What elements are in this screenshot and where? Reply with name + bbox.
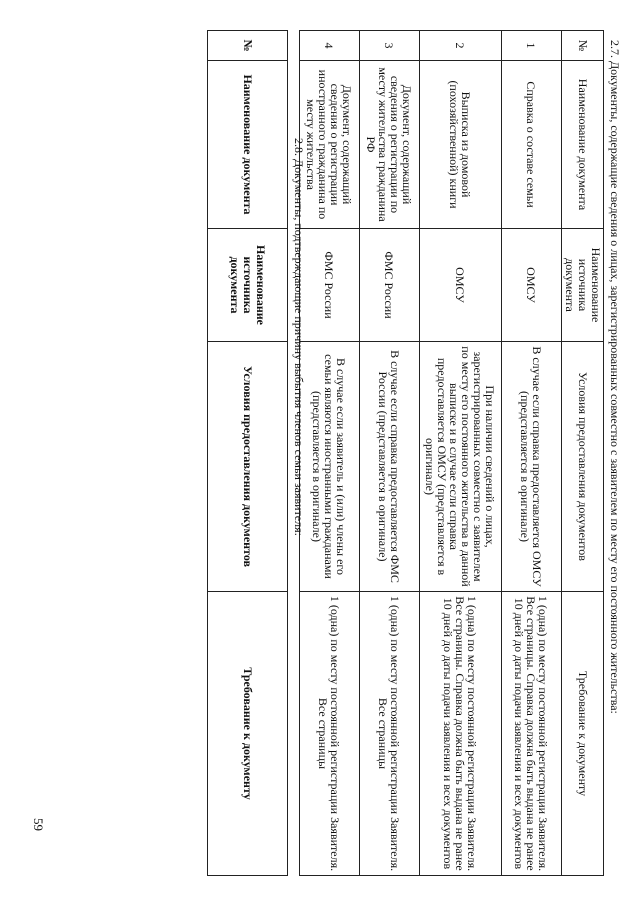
header-num: № <box>208 31 288 61</box>
row-1-source: ОМСУ <box>502 229 562 342</box>
table-2-7-header <box>562 31 604 876</box>
header-doc: Наименование документа <box>562 61 604 229</box>
row-1-num: 1 <box>502 31 562 61</box>
row-2-conditions: При наличии сведений о лицах, зарегистрированных совместно с заявителем по месту его постоянного жительства в данной выписке и в случае если справка предоставляется ОМСУ (представляется в оригинале) <box>420 342 502 592</box>
header-conditions: Условия предоставления документов <box>562 342 604 592</box>
table-row <box>420 31 502 876</box>
row-4-conditions: В случае если заявитель и (или) члены его семьи являются иностранными гражданами (представляется в оригинале) <box>300 342 360 592</box>
header-doc: Наименование документа <box>208 61 288 229</box>
row-4-requirement: 1 (одна) по месту постоянной регистрации Заявителя. Все страницы <box>300 592 360 876</box>
table-row <box>502 31 562 876</box>
row-1-conditions: В случае если справка предоставляется ОМСУ (представляется в оригинале) <box>502 342 562 592</box>
table-2-8-header <box>208 31 288 876</box>
section-2-7-caption: 2.7. Документы, содержащие сведения о лицах, зарегистрированных совместно с заявителем по месту его постоянного жительства: <box>608 40 622 714</box>
row-3-source: ФМС России <box>360 229 420 342</box>
row-4-source: ФМС России <box>300 229 360 342</box>
row-3-conditions: В случае если справка предоставляется ФМС России (представляется в оригинале) <box>360 342 420 592</box>
row-4-doc: Документ, содержащий сведения о регистрации иностранного гражданина по месту жительства <box>300 61 360 229</box>
header-requirement: Требование к документу <box>562 592 604 876</box>
header-source: Наименование источника документа <box>208 229 288 342</box>
header-requirement: Требование к документу <box>208 592 288 876</box>
table-row <box>300 31 360 876</box>
header-num: № <box>562 31 604 61</box>
page-number: 59 <box>31 818 46 831</box>
row-3-num: 3 <box>360 31 420 61</box>
row-3-requirement: 1 (одна) по месту постоянной регистрации Заявителя. Все страницы <box>360 592 420 876</box>
row-2-requirement: 1 (одна) по месту постоянной регистрации Заявителя. Все страницы. Справка должна быть выдана не ранее 10 дней до даты подачи заявления и всех документов <box>420 592 502 876</box>
table-2-8 <box>207 30 288 876</box>
row-2-doc: Выписка из домовой (похозяйственной) книги <box>420 61 502 229</box>
section-2-8-caption: 2.8. Документы, подтверждающие причину выбытия членов семьи заявителя: <box>292 138 306 536</box>
table-2-7 <box>299 30 604 876</box>
row-2-source: ОМСУ <box>420 229 502 342</box>
row-1-doc: Справка о составе семьи <box>502 61 562 229</box>
header-conditions: Условия предоставления документов <box>208 342 288 592</box>
row-2-num: 2 <box>420 31 502 61</box>
header-source: Наименование источника документа <box>562 229 604 342</box>
table-row <box>360 31 420 876</box>
row-3-doc: Документ, содержащий сведения о регистрации по месту жительства гражданина РФ <box>360 61 420 229</box>
row-4-num: 4 <box>300 31 360 61</box>
row-1-requirement: 1 (одна) по месту постоянной регистрации Заявителя. Все страницы. Справка должна быть выдана не ранее 10 дней до даты подачи заявления и всех документов <box>502 592 562 876</box>
